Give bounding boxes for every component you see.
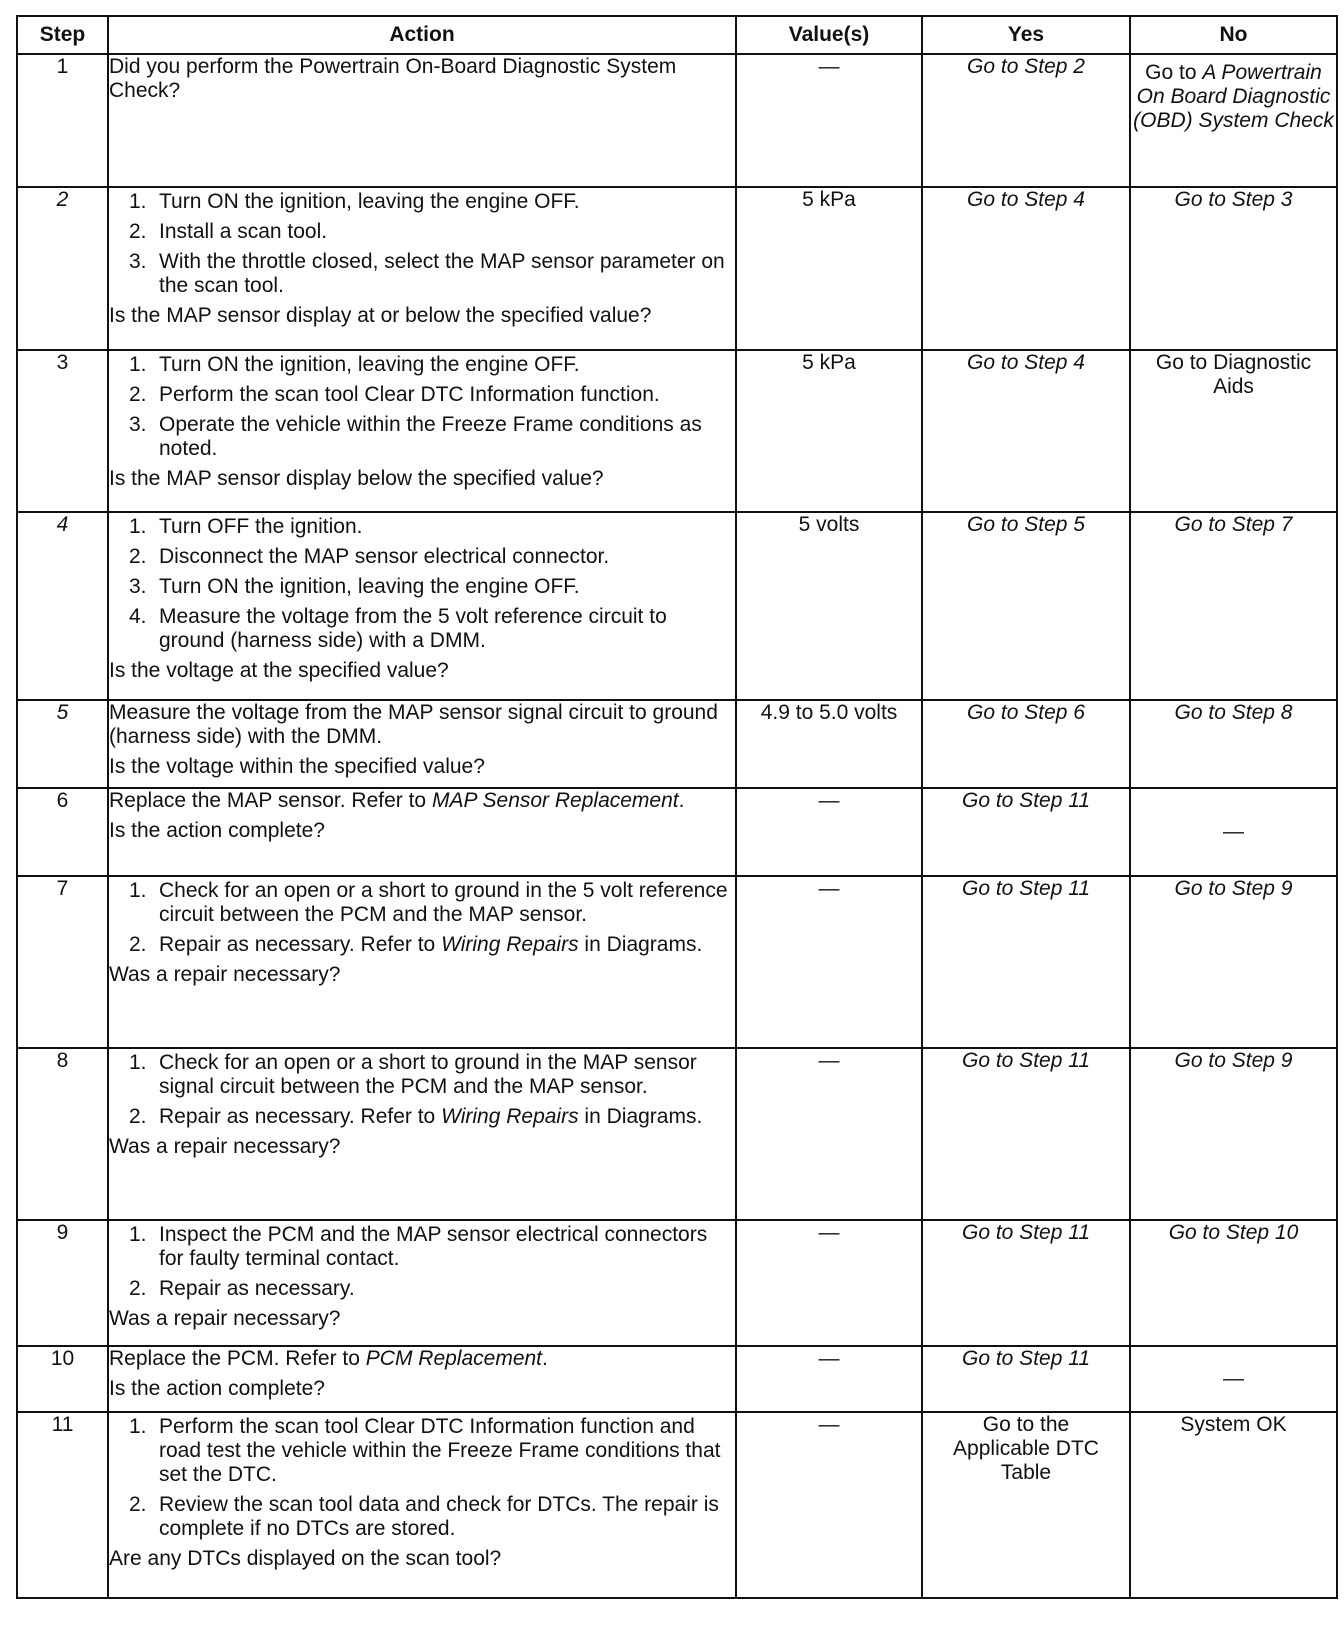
action-cell — [108, 1346, 736, 1412]
no-text-prefix: Go to — [1145, 61, 1203, 84]
action-cell — [108, 1412, 736, 1598]
table-row — [17, 876, 1337, 1048]
yes-cell: Go to Step 4 — [922, 350, 1130, 512]
action-question: Was a repair necessary? — [109, 963, 341, 986]
header-no: No — [1130, 16, 1337, 54]
table-row — [17, 187, 1337, 350]
no-cell — [1130, 54, 1337, 187]
value-cell: — — [736, 1220, 922, 1346]
yes-cell: Go to Step 4 — [922, 187, 1130, 350]
yes-cell: Go to Step 11 — [922, 1220, 1130, 1346]
yes-cell: Go to Step 2 — [922, 54, 1130, 187]
action-cell — [108, 788, 736, 876]
action-text: Measure the voltage from the MAP sensor signal circuit to ground (harness side) with the DMM. — [109, 701, 718, 748]
value-cell: 5 kPa — [736, 187, 922, 350]
action-cell — [108, 876, 736, 1048]
list-item: 2. Repair as necessary. Refer to Wiring Repairs in Diagrams. — [129, 933, 703, 956]
no-cell: — — [1130, 1346, 1337, 1412]
action-text: Replace the PCM. Refer to PCM Replacement. — [109, 1347, 548, 1370]
step-number: 3 — [17, 350, 108, 512]
no-cell: Go to Step 9 — [1130, 1048, 1337, 1220]
table-row — [17, 350, 1337, 512]
table-row — [17, 1220, 1337, 1346]
action-cell — [108, 512, 736, 700]
action-question: Is the voltage at the specified value? — [109, 659, 449, 682]
no-cell: Go to Step 3 — [1130, 187, 1337, 350]
value-cell: — — [736, 1048, 922, 1220]
action-text: Did you perform the Powertrain On-Board Diagnostic System Check? — [109, 55, 677, 102]
action-question: Is the MAP sensor display at or below the specified value? — [109, 304, 652, 327]
action-cell — [108, 350, 736, 512]
diagnostic-table-page — [16, 15, 1336, 1599]
step-number: 6 — [17, 788, 108, 876]
table-row — [17, 512, 1337, 700]
action-question: Is the MAP sensor display below the specified value? — [109, 467, 604, 490]
list-item: 4. Measure the voltage from the 5 volt reference circuit to ground (harness side) with a DMM. — [129, 605, 667, 652]
step-number: 8 — [17, 1048, 108, 1220]
action-question: Is the action complete? — [109, 1377, 325, 1400]
list-item: 1. Inspect the PCM and the MAP sensor electrical connectors for faulty terminal contact. — [129, 1223, 708, 1270]
step-number: 10 — [17, 1346, 108, 1412]
step-number: 2 — [17, 187, 108, 350]
table-row — [17, 1048, 1337, 1220]
list-item: 1. Check for an open or a short to ground in the MAP sensor signal circuit between the PCM and the MAP sensor. — [129, 1051, 697, 1098]
action-cell — [108, 700, 736, 788]
step-number: 4 — [17, 512, 108, 700]
no-cell: System OK — [1130, 1412, 1337, 1598]
action-question: Is the voltage within the specified value? — [109, 755, 485, 778]
list-item: 1. Turn OFF the ignition. — [129, 515, 363, 538]
yes-cell: Go to Step 11 — [922, 788, 1130, 876]
action-question: Was a repair necessary? — [109, 1307, 341, 1330]
no-text-link: A Powertrain On Board Diagnostic (OBD) System Check — [1133, 61, 1334, 132]
header-step: Step — [17, 16, 108, 54]
yes-cell: Go to Step 5 — [922, 512, 1130, 700]
header-yes: Yes — [922, 16, 1130, 54]
table-row — [17, 1346, 1337, 1412]
action-cell — [108, 1048, 736, 1220]
list-item: 3. With the throttle closed, select the MAP sensor parameter on the scan tool. — [129, 250, 725, 297]
step-number: 11 — [17, 1412, 108, 1598]
action-text: Replace the MAP sensor. Refer to MAP Sensor Replacement. — [109, 789, 685, 812]
header-values: Value(s) — [736, 16, 922, 54]
list-item: 2. Perform the scan tool Clear DTC Information function. — [129, 383, 660, 406]
yes-cell: Go to Step 6 — [922, 700, 1130, 788]
list-item: 1. Turn ON the ignition, leaving the engine OFF. — [129, 353, 580, 376]
yes-cell: Go to the Applicable DTC Table — [922, 1412, 1130, 1598]
value-cell: — — [736, 1346, 922, 1412]
list-item: 2. Review the scan tool data and check for DTCs. The repair is complete if no DTCs are stored. — [129, 1493, 719, 1540]
table-row — [17, 788, 1337, 876]
yes-cell: Go to Step 11 — [922, 1346, 1130, 1412]
value-cell: — — [736, 876, 922, 1048]
list-item: 3. Operate the vehicle within the Freeze Frame conditions as noted. — [129, 413, 702, 460]
table-row — [17, 700, 1337, 788]
no-cell: Go to Step 10 — [1130, 1220, 1337, 1346]
header-row — [17, 16, 1337, 54]
action-question: Was a repair necessary? — [109, 1135, 341, 1158]
table-row — [17, 1412, 1337, 1598]
value-cell: — — [736, 54, 922, 187]
value-cell: 4.9 to 5.0 volts — [736, 700, 922, 788]
list-item: 1. Check for an open or a short to ground in the 5 volt reference circuit between the PCM and the MAP sensor. — [129, 879, 728, 926]
yes-cell: Go to Step 11 — [922, 876, 1130, 1048]
yes-cell: Go to Step 11 — [922, 1048, 1130, 1220]
no-cell: Go to Step 7 — [1130, 512, 1337, 700]
diagnostic-table — [16, 15, 1338, 1599]
list-item: 2. Disconnect the MAP sensor electrical connector. — [129, 545, 610, 568]
table-row — [17, 54, 1337, 187]
action-cell — [108, 187, 736, 350]
step-number: 1 — [17, 54, 108, 187]
list-item: 3. Turn ON the ignition, leaving the engine OFF. — [129, 575, 580, 598]
no-cell: Go to Step 9 — [1130, 876, 1337, 1048]
action-question: Is the action complete? — [109, 819, 325, 842]
no-cell: — — [1130, 788, 1337, 876]
action-cell — [108, 54, 736, 187]
step-number: 5 — [17, 700, 108, 788]
list-item: 2. Repair as necessary. Refer to Wiring Repairs in Diagrams. — [129, 1105, 703, 1128]
no-cell: Go to Diagnostic Aids — [1130, 350, 1337, 512]
list-item: 2. Repair as necessary. — [129, 1277, 355, 1300]
value-cell: — — [736, 1412, 922, 1598]
list-item: 1. Turn ON the ignition, leaving the engine OFF. — [129, 190, 580, 213]
action-question: Are any DTCs displayed on the scan tool? — [109, 1547, 502, 1570]
no-cell: Go to Step 8 — [1130, 700, 1337, 788]
list-item: 1. Perform the scan tool Clear DTC Information function and road test the vehicle within the Freeze Frame conditions that set the DTC. — [129, 1415, 721, 1486]
step-number: 9 — [17, 1220, 108, 1346]
value-cell: 5 kPa — [736, 350, 922, 512]
action-cell — [108, 1220, 736, 1346]
step-number: 7 — [17, 876, 108, 1048]
list-item: 2. Install a scan tool. — [129, 220, 328, 243]
header-action: Action — [108, 16, 736, 54]
value-cell: — — [736, 788, 922, 876]
value-cell: 5 volts — [736, 512, 922, 700]
